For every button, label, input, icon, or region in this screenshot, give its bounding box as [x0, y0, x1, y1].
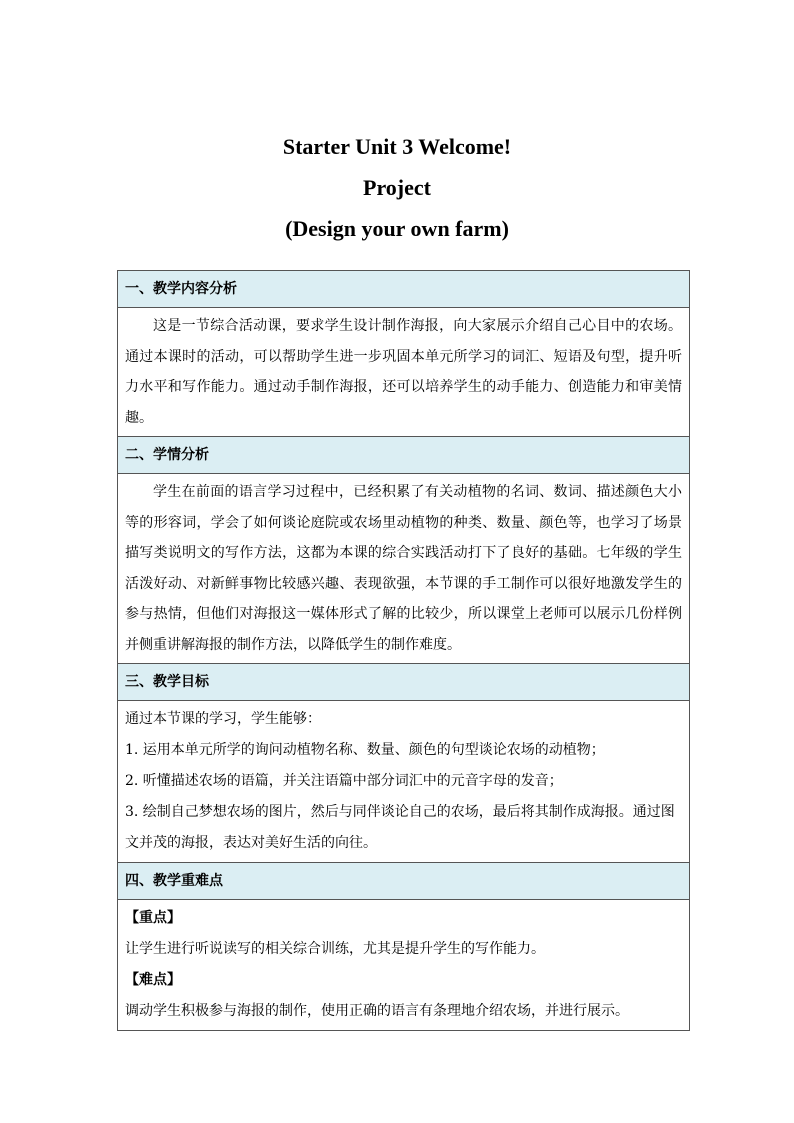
section-body-content-analysis	[118, 308, 690, 437]
section-body-row	[118, 701, 690, 863]
section-heading-objectives: 三、教学目标	[118, 664, 690, 701]
section-heading-key-points: 四、教学重难点	[118, 863, 690, 900]
section-body-objectives	[118, 701, 690, 863]
objective-item-1: 1. 运用本单元所学的询问动植物名称、数量、颜色的句型谈论农场的动植物；	[125, 742, 605, 758]
section-body-student-analysis	[118, 474, 690, 664]
key-point-text: 让学生进行听说读写的相关综合训练，尤其是提升学生的写作能力。	[125, 941, 545, 957]
objective-item-3: 3. 绘制自己梦想农场的图片，然后与同伴谈论自己的农场，最后将其制作成海报。通过图文并茂的海报，表达对美好生活的向往。	[125, 804, 675, 851]
section-heading-student-analysis: 二、学情分析	[118, 437, 690, 474]
title-project: Project	[363, 175, 431, 200]
section-heading-row	[118, 271, 690, 308]
section-body-row	[118, 900, 690, 1031]
section-body-row	[118, 308, 690, 437]
document-title	[0, 126, 794, 249]
section-heading-row	[118, 437, 690, 474]
objective-item-2: 2. 听懂描述农场的语篇，并关注语篇中部分词汇中的元音字母的发音；	[125, 773, 563, 789]
section-body-row	[118, 474, 690, 664]
student-analysis-paragraph: 学生在前面的语言学习过程中，已经积累了有关动植物的名词、数词、描述颜色大小等的形容词，学会了如何谈论庭院或农场里动植物的种类、数量、颜色等，也学习了场景描写类说明文的写作方法，这都为本课的综合实践活动打下了良好的基础。七年级的学生活泼好动、对新鲜事物比较感兴趣、表现欲强，本节课的手工制作可以很好地激发学生的参与热情，但他们对海报这一媒体形式了解的比较少，所以课堂上老师可以展示几份样例并侧重讲解海报的制作方法，以降低学生的制作难度。	[125, 484, 682, 653]
section-heading-content-analysis: 一、教学内容分析	[118, 271, 690, 308]
section-heading-row	[118, 664, 690, 701]
section-body-key-points	[118, 900, 690, 1031]
difficulty-text: 调动学生积极参与海报的制作，使用正确的语言有条理地介绍农场，并进行展示。	[125, 1003, 629, 1019]
title-subtitle: (Design your own farm)	[285, 216, 509, 241]
lesson-plan-table	[117, 270, 690, 1031]
difficulty-label: 【难点】	[125, 972, 181, 988]
key-point-label: 【重点】	[125, 910, 181, 926]
title-unit: Starter Unit 3 Welcome!	[282, 134, 512, 159]
objectives-intro: 通过本节课的学习，学生能够：	[125, 711, 321, 727]
content-analysis-paragraph: 这是一节综合活动课，要求学生设计制作海报，向大家展示介绍自己心目中的农场。通过本课时的活动，可以帮助学生进一步巩固本单元所学习的词汇、短语及句型，提升听力水平和写作能力。通过动手制作海报，还可以培养学生的动手能力、创造能力和审美情趣。	[125, 318, 682, 426]
section-heading-row	[118, 863, 690, 900]
